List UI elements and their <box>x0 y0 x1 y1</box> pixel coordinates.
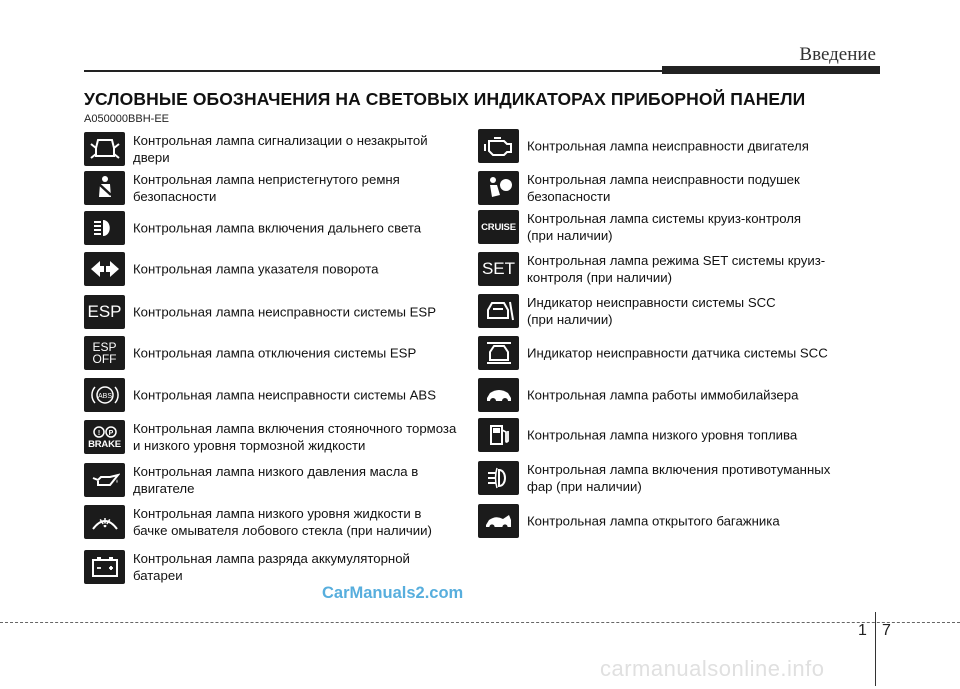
page-title: УСЛОВНЫЕ ОБОЗНАЧЕНИЯ НА СВЕТОВЫХ ИНДИКАТОРАХ ПРИБОРНОЙ ПАНЕЛИ <box>84 89 806 109</box>
cruise-set-icon: SET <box>478 252 519 286</box>
indicator-desc: Контрольная лампа системы круиз-контроля (при наличии) <box>527 211 802 243</box>
esp-icon: ESP <box>84 295 125 329</box>
header-rule <box>84 70 666 72</box>
indicator-desc: Контрольная лампа сигнализации о незакрытой двери <box>133 133 428 165</box>
immobilizer-icon <box>478 378 519 412</box>
indicator-desc: Индикатор неисправности датчика системы SCC <box>527 345 828 361</box>
doc-code: A050000BBH-EE <box>84 113 169 125</box>
indicator-desc: Контрольная лампа непристегнутого ремня безопасности <box>133 172 400 204</box>
svg-text:!: ! <box>97 429 100 437</box>
oil-pressure-icon <box>84 463 125 497</box>
indicator-desc: Контрольная лампа открытого багажника <box>527 513 780 529</box>
indicator-desc: Контрольная лампа работы иммобилайзера <box>527 387 799 403</box>
seatbelt-icon <box>84 171 125 205</box>
indicator-desc: Контрольная лампа неисправности системы ESP <box>133 304 436 320</box>
page-number-divider <box>875 612 876 686</box>
indicator-desc: Контрольная лампа низкого уровня жидкости в бачке омывателя лобового стекла (при наличии) <box>133 506 432 538</box>
header-rule-thick <box>662 66 880 74</box>
svg-text:P: P <box>108 429 113 437</box>
indicator-desc: Контрольная лампа включения стояночного тормоза и низкого уровня тормозной жидкости <box>133 421 457 453</box>
indicator-desc: Контрольная лампа включения дальнего света <box>133 220 422 236</box>
indicator-desc: Контрольная лампа неисправности подушек безопасности <box>527 172 800 204</box>
section-label: Введение <box>799 44 876 65</box>
footer-dashed-line <box>0 622 960 623</box>
high-beam-icon <box>84 211 125 245</box>
indicator-desc: Контрольная лампа режима SET системы круиз- контроля (при наличии) <box>527 253 826 285</box>
washer-fluid-icon <box>84 505 125 539</box>
indicator-desc: Контрольная лампа низкого уровня топлива <box>527 427 798 443</box>
esp-off-icon: ESP OFF <box>84 336 125 370</box>
indicator-desc: Контрольная лампа указателя поворота <box>133 261 379 277</box>
indicator-desc: Контрольная лампа неисправности двигателя <box>527 138 809 154</box>
indicator-desc: Индикатор неисправности системы SCC (при наличии) <box>527 295 776 327</box>
indicator-desc: Контрольная лампа отключения системы ESP <box>133 345 417 361</box>
cruise-icon: CRUISE <box>478 210 519 244</box>
brake-icon: ! P BRAKE <box>84 420 125 454</box>
airbag-icon <box>478 171 519 205</box>
indicator-desc: Контрольная лампа включения противотуманных фар (при наличии) <box>527 462 831 494</box>
indicator-desc: Контрольная лампа разряда аккумуляторной батареи <box>133 551 410 583</box>
fog-lamp-icon <box>478 461 519 495</box>
engine-check-icon <box>478 129 519 163</box>
watermark: CarManuals2.com <box>322 584 464 602</box>
fuel-icon <box>478 418 519 452</box>
turn-signal-icon <box>84 252 125 286</box>
battery-icon <box>84 550 125 584</box>
svg-text:ABS: ABS <box>97 393 112 400</box>
indicator-desc: Контрольная лампа неисправности системы ABS <box>133 387 436 403</box>
door-open-icon <box>84 132 125 166</box>
indicator-desc: Контрольная лампа низкого давления масла в двигателе <box>133 464 419 496</box>
page-number: 7 <box>882 622 891 639</box>
page-chapter-number: 1 <box>858 622 867 639</box>
scc-sensor-icon <box>478 336 519 370</box>
scc-fault-icon <box>478 294 519 328</box>
watermark-bottom: carmanualsonline.info <box>600 656 825 681</box>
trunk-open-icon <box>478 504 519 538</box>
abs-icon <box>84 378 125 412</box>
